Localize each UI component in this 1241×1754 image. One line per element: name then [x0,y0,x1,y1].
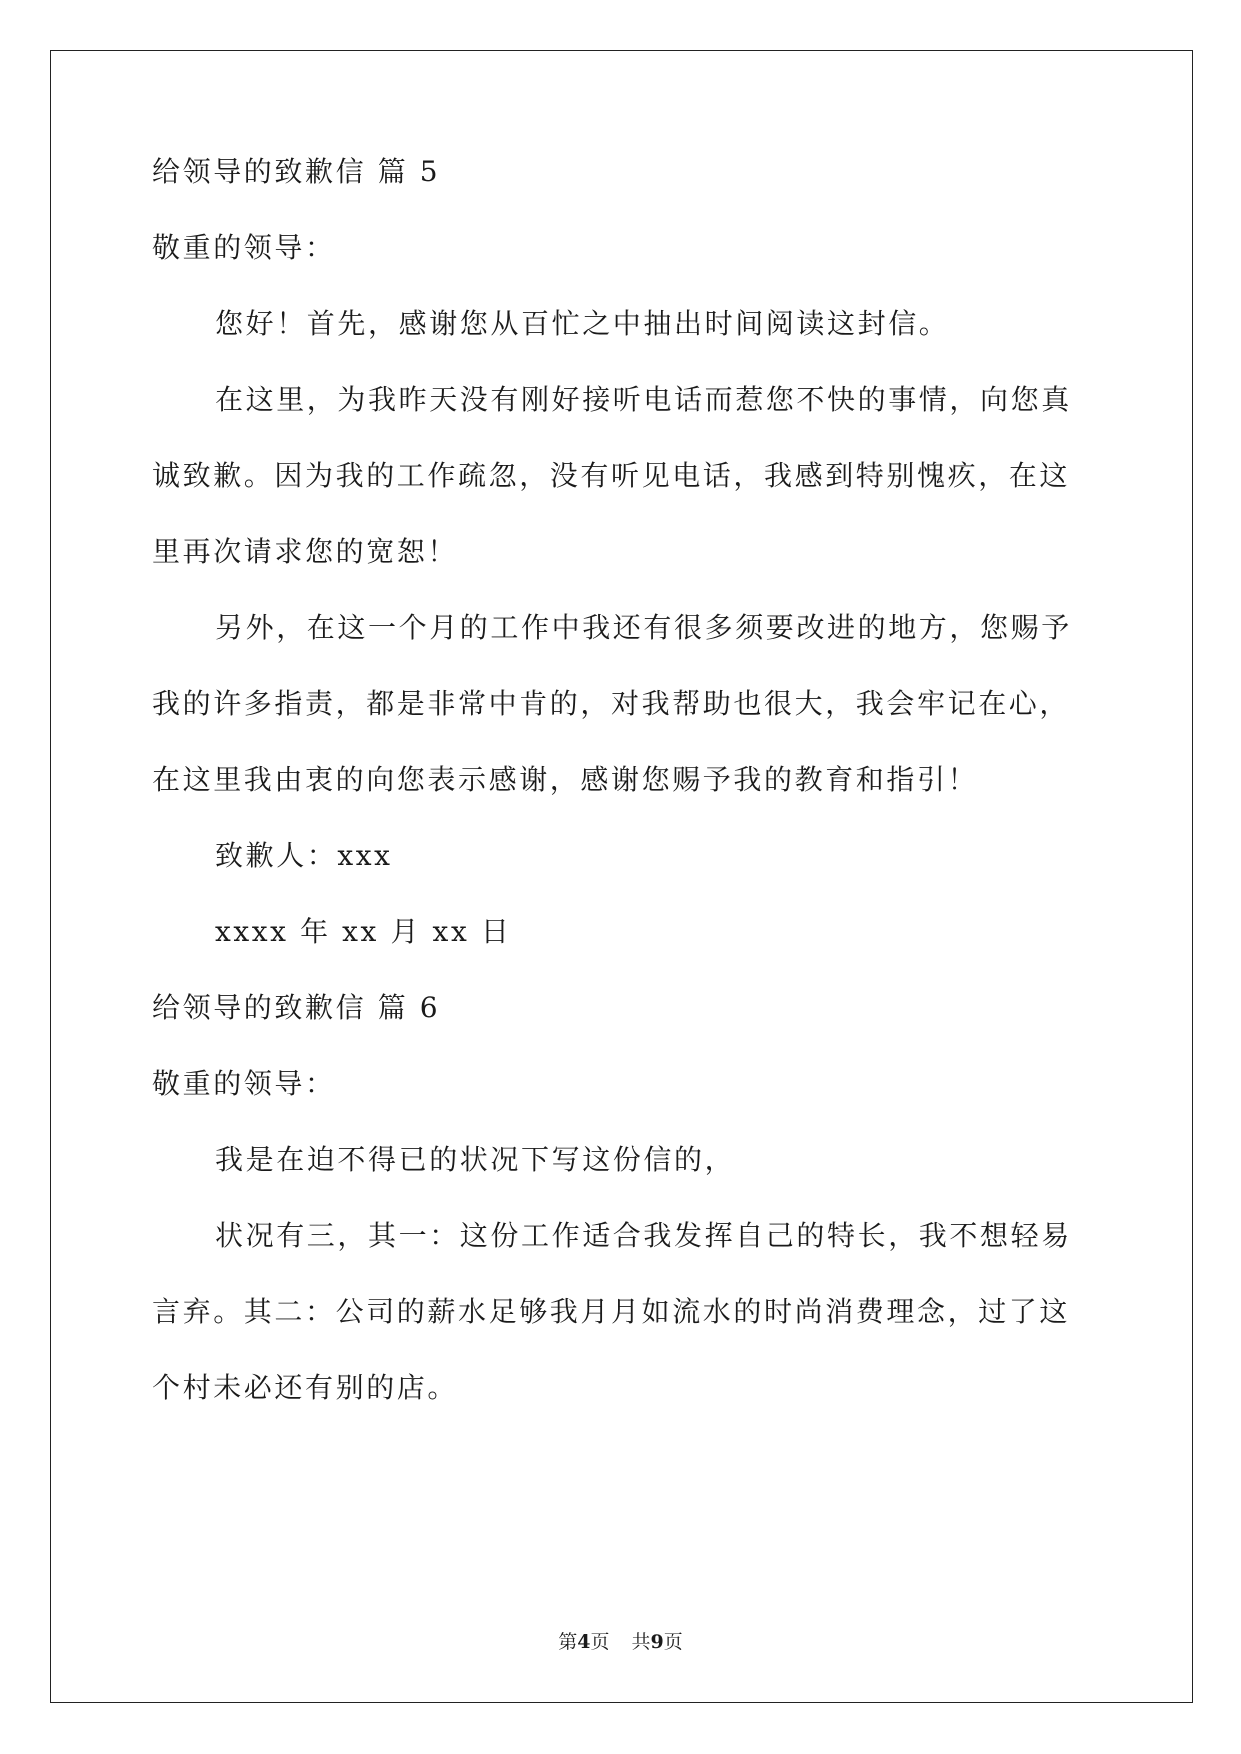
salutation: 敬重的领导： [152,1067,336,1100]
total-prefix: 共 [631,1631,651,1653]
paragraph-line: 您好！首先，感谢您从百忙之中抽出时间阅读这封信。 [215,307,950,340]
section-title: 给领导的致歉信 篇 5 [152,155,441,188]
signature: 致歉人：xxx [215,839,393,872]
page-footer [0,1630,1241,1654]
paragraph-line: 里再次请求您的宽恕！ [152,535,459,568]
paragraph-line: 我是在迫不得已的状况下写这份信的， [215,1143,736,1176]
salutation: 敬重的领导： [152,231,336,264]
paragraph-line: 另外，在这一个月的工作中我还有很多须要改进的地方，您赐予 [215,611,1072,644]
section-title: 给领导的致歉信 篇 6 [152,991,441,1024]
paragraph-line: 言弃。其二：公司的薪水足够我月月如流水的时尚消费理念，过了这 [152,1295,1071,1328]
total-pages: 9 [650,1631,664,1653]
paragraph-line: 个村未必还有别的店。 [152,1371,459,1404]
paragraph-line: 诚致歉。因为我的工作疏忽，没有听见电话，我感到特别愧疚，在这 [152,459,1071,492]
page-number: 4 [577,1631,591,1653]
date-line: xxxx 年 xx 月 xx 日 [215,915,512,948]
paragraph-line: 状况有三，其一：这份工作适合我发挥自己的特长，我不想轻易 [215,1219,1072,1252]
page-border [50,50,1193,1703]
page-suffix: 页 [590,1631,610,1653]
paragraph-line: 我的许多指责，都是非常中肯的，对我帮助也很大，我会牢记在心， [152,687,1071,720]
paragraph-line: 在这里，为我昨天没有刚好接听电话而惹您不快的事情，向您真 [215,383,1072,416]
total-suffix: 页 [663,1631,683,1653]
paragraph-line: 在这里我由衷的向您表示感谢，感谢您赐予我的教育和指引！ [152,763,979,796]
page-prefix: 第 [558,1631,578,1653]
